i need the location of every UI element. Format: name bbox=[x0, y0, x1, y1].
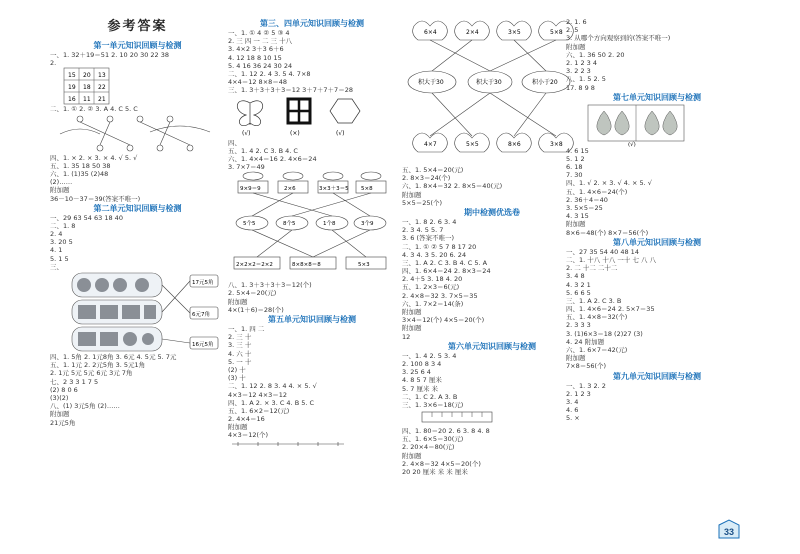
answer-line: (2) 十 bbox=[228, 365, 246, 374]
cloud-label: 8个5 bbox=[283, 221, 296, 228]
answer-line: 3. 4×2 3＋3 6＋6 bbox=[228, 45, 284, 54]
answer-line: (2)…… bbox=[50, 178, 73, 187]
answer-line: 4×4＝12 8×8＝48 bbox=[228, 78, 288, 87]
answer-line: 2. 3 4. 5 5. 7 bbox=[402, 226, 444, 235]
grid-cell: 20 bbox=[83, 72, 91, 80]
check-mark: (×) bbox=[290, 129, 300, 137]
multiplication-matching-diagram bbox=[228, 171, 393, 281]
grid-cell: 16 bbox=[68, 96, 76, 104]
appendix-label: 附加题 bbox=[228, 297, 248, 306]
answer-line: 3. 2 2 3 bbox=[566, 67, 591, 76]
grid-cell: 11 bbox=[83, 96, 91, 104]
answer-line: 36－10－37＝39(答案不唯一) bbox=[50, 194, 141, 203]
answer-line: 5×5＝25(个) bbox=[402, 198, 443, 207]
section-title-unit-9: 第九单元知识回顾与检测 bbox=[613, 371, 701, 381]
answer-line: 4. 6 bbox=[566, 406, 579, 415]
answer-line: 3. 6 (答案不唯一) bbox=[402, 234, 455, 243]
section-title-unit-6: 第六单元知识回顾与检测 bbox=[448, 341, 536, 351]
answer-line: 二、1. ① 2. ② 3. A 4. C 5. C bbox=[50, 105, 138, 114]
answer-line: 三、1. 3×6＝18(元) bbox=[402, 400, 464, 409]
answer-line: 4. 1 bbox=[50, 246, 63, 255]
expression: 3×5 bbox=[508, 29, 521, 36]
answer-line: 2. 三 四 一 二 三 十八 bbox=[228, 37, 293, 46]
answer-line: 五、1. 6×2＝12(元) bbox=[228, 406, 290, 415]
answer-line: 三、1. 3＋3＋3＋3＝12 3＋7＋7＋7＝28 bbox=[228, 86, 353, 95]
appendix-label: 附加题 bbox=[402, 451, 422, 460]
answer-line: 八、(1) 3元5角 (2)…… bbox=[50, 402, 120, 411]
answer-line: 3×4＝12(个) 4×5＝20(个) bbox=[402, 316, 485, 325]
answer-line: 三、 bbox=[50, 262, 63, 271]
answer-line: 二、1. 8 bbox=[50, 221, 76, 230]
answer-line: 2. 5×4＝20(元) bbox=[228, 289, 277, 298]
answer-line: 三、1. A 2. C 3. B bbox=[566, 296, 622, 305]
answer-line: 3. 4 bbox=[566, 397, 579, 406]
column-2 bbox=[228, 18, 396, 454]
answer-line: 4. 3 2 1 bbox=[566, 280, 591, 289]
section-title-unit-2: 第二单元知识回顾与检测 bbox=[93, 203, 182, 213]
answer-line: 一、1. 4 2. 5 3. 4 bbox=[402, 351, 457, 360]
answer-line: 5. 7 厘米 米 bbox=[402, 384, 439, 393]
answer-line: 2. 4×8＝32 4×5＝20(个) bbox=[402, 459, 481, 468]
appendix-label: 附加题 bbox=[50, 410, 70, 419]
appendix-label: 附加题 bbox=[228, 423, 248, 432]
page-number-badge bbox=[716, 519, 742, 541]
answer-line: 2. 二 十二 二十二 bbox=[566, 264, 618, 273]
answer-line: 2. 8×3＝24(个) bbox=[402, 174, 451, 183]
answer-line: 八、1. 3＋3＋3＋3＝12(个) bbox=[228, 281, 312, 290]
answer-line: 四、1. 6×4＝24 2. 8×3＝24 bbox=[402, 267, 491, 276]
grid-cell: 22 bbox=[98, 84, 106, 92]
answer-line: 2. 20×4＝80(元) bbox=[402, 443, 455, 452]
expression: 2×2×2＝2×2 bbox=[236, 262, 273, 269]
appendix-label: 附加题 bbox=[402, 324, 422, 333]
answer-line: 5. 1 5 bbox=[50, 254, 69, 263]
expression: 5×3 bbox=[358, 262, 370, 269]
appendix-label: 附加题 bbox=[566, 220, 586, 229]
section-title-unit-8: 第八单元知识回顾与检测 bbox=[613, 237, 701, 247]
answer-line: 3. 从哪个方向观察到的(答案不唯一) bbox=[566, 34, 671, 43]
answer-line: 一、29 63 54 63 18 40 bbox=[50, 213, 123, 222]
expression: 5×8 bbox=[550, 29, 563, 36]
answer-line: 2. 1. 6 bbox=[566, 18, 587, 26]
answer-line: 三、1. A 2. C 3. B 4. C 5. A bbox=[402, 258, 488, 267]
answer-line: 五、1. 4 2. C 3. B 4. C bbox=[228, 146, 298, 155]
money-label: 16元5角 bbox=[192, 342, 214, 348]
answer-line: 四、1. 5角 2. 1元8角 3. 6元 4. 5元 5. 7元 bbox=[50, 353, 177, 361]
section-title-unit-1: 第一单元知识回顾与检测 bbox=[93, 41, 182, 50]
grid-cell: 21 bbox=[98, 96, 106, 104]
grid-cell: 18 bbox=[83, 84, 91, 92]
answer-line: 2. 36＋4＝40 bbox=[566, 195, 608, 204]
answer-line: 五、1. 1元 2. 2元5角 3. 5元1角 bbox=[50, 361, 146, 370]
answer-line: 4×(1＋6)＝28(个) bbox=[228, 305, 284, 314]
answer-line: 2. bbox=[50, 59, 57, 68]
expression: 8×8×8＝8 bbox=[292, 262, 321, 269]
cloud-label: 3个9 bbox=[361, 221, 374, 228]
column-3 bbox=[402, 18, 582, 476]
ruler-drawing bbox=[402, 409, 522, 427]
product-comparison-diagram bbox=[402, 18, 577, 166]
answer-line: 一、1. ① 4 ② 5 ③ 4 bbox=[228, 29, 290, 37]
answer-line: 五、1. 35 18 50 38 bbox=[50, 161, 111, 170]
answer-line: 3. 25 6 4 bbox=[402, 368, 431, 377]
answer-line: 2. 1元 5元 5元 6元 3元 7角 bbox=[50, 369, 133, 378]
answer-line: 四、1. 4×6＝24 2. 5×7＝35 bbox=[566, 305, 655, 314]
answer-line: 二、1. ① ② 5 7 8 17 20 bbox=[402, 242, 477, 251]
cloud-label: 1个8 bbox=[323, 221, 336, 228]
answer-line: 3. (1)6×3＝18 (2)27 (3) bbox=[566, 329, 643, 338]
answer-line: 3. 5×5＝25 bbox=[566, 204, 603, 212]
answer-line: 七、2 3 3 1 7 5 bbox=[50, 377, 99, 386]
money-label: 17元5角 bbox=[192, 280, 214, 286]
answer-line: 12 bbox=[402, 332, 411, 341]
appendix-label: 附加题 bbox=[402, 308, 422, 316]
answer-line: 二、1. 12 2. 4 3. 5 4. 7×8 bbox=[228, 69, 311, 78]
answer-line: 五、1. 2×3＝6(元) bbox=[402, 283, 460, 292]
expression: 3×8 bbox=[550, 141, 563, 148]
grid-cell: 15 bbox=[68, 72, 76, 80]
answer-line: (3) 十 bbox=[228, 374, 246, 383]
expression: 9×9＝9 bbox=[240, 186, 261, 193]
column-4 bbox=[566, 18, 748, 423]
answer-line: 五、1. 4×6＝24(个) bbox=[566, 187, 628, 196]
expression: 3×3＋3＝5 bbox=[319, 186, 349, 193]
check-mark: (√) bbox=[628, 141, 636, 147]
answer-line: 六、1. 36 50 2. 20 bbox=[566, 50, 625, 59]
check-mark: (√) bbox=[242, 129, 251, 137]
answer-line: 六、1. 7×2＝14(条) bbox=[402, 299, 464, 308]
answer-line: (2) 8 0 6 bbox=[50, 385, 78, 394]
money-label: 6元7角 bbox=[192, 312, 210, 318]
answer-line: 一、27 35 54 40 48 14 bbox=[566, 247, 639, 256]
answer-line: 2. 三 十 bbox=[228, 333, 252, 342]
answer-line: 四、1. × 2. × 3. × 4. √ 5. √ bbox=[50, 153, 138, 162]
answer-line: 一、1. 32＋19＝51 2. 10 20 30 22 38 bbox=[50, 51, 170, 59]
answer-line: 2. 4×4＝16 bbox=[228, 415, 265, 424]
appendix-label: 附加题 bbox=[402, 190, 422, 199]
section-title-unit-7: 第七单元知识回顾与检测 bbox=[613, 92, 701, 102]
answer-line: 四、 bbox=[228, 138, 241, 147]
answer-line: 2. 4 bbox=[50, 230, 63, 239]
answer-line: 4. 3 4. 3 5. 20 6. 24 bbox=[402, 250, 467, 259]
answer-line: 4. 24 附加题 bbox=[566, 337, 605, 346]
page-title: 参考答案 bbox=[107, 19, 168, 34]
answer-line: 20 20 厘米 米 米 厘米 bbox=[402, 468, 468, 476]
expression: 2×4 bbox=[466, 29, 479, 36]
grid-cell: 13 bbox=[98, 72, 106, 80]
answer-line: 六、1. 6×7＝42(元) bbox=[566, 346, 628, 354]
answer-line: 2. 1 2 3 bbox=[566, 389, 591, 398]
answer-line: 4. 8 5 7 厘米 bbox=[402, 376, 442, 385]
answer-line: 六、1. (1)35 (2)48 bbox=[50, 169, 109, 178]
money-matching-diagram bbox=[50, 271, 220, 353]
answer-line: 7×8＝56(个) bbox=[566, 362, 607, 371]
answer-line: 4×3＝12(个) bbox=[228, 431, 269, 440]
answer-line: 六、1. 8×4＝32 2. 8×5＝40(元) bbox=[402, 182, 503, 191]
answer-line: 8×6＝48(个) 8×7＝56(个) bbox=[566, 228, 649, 237]
section-title-midterm: 期中检测优选卷 bbox=[464, 207, 520, 217]
oval-label: 积大于30 bbox=[418, 79, 444, 86]
expression: 2×6 bbox=[284, 186, 296, 193]
appendix-label: 附加题 bbox=[566, 42, 586, 51]
section-title-unit-3-4: 第三、四单元知识回顾与检测 bbox=[260, 19, 364, 28]
answer-line: 5. 一 十 bbox=[228, 357, 252, 366]
answer-line: 五、1. 4×8＝32(个) bbox=[566, 313, 628, 322]
answer-line: (3)(2) bbox=[50, 393, 69, 402]
answer-line: 2. 3 3 3 bbox=[566, 321, 591, 330]
answer-line: 4. 六 十 bbox=[228, 349, 252, 358]
expression: 5×5 bbox=[466, 141, 479, 148]
appendix-label: 附加题 bbox=[566, 354, 586, 363]
answer-line: 四、1. √ 2. × 3. √ 4. × 5. √ bbox=[566, 179, 652, 188]
cloud-label: 5个5 bbox=[243, 221, 256, 228]
answer-line: 4. 3 15 bbox=[566, 212, 589, 221]
answer-line: 2. 4×8＝32 3. 7×5＝35 bbox=[402, 291, 478, 300]
answer-line: 四、1. A 2. × 3. C 4. B 5. C bbox=[228, 398, 315, 407]
answer-line: 3. 20 5 bbox=[50, 238, 73, 247]
answer-line: 二、1. 12 2. 8 3. 4 4. × 5. √ bbox=[228, 382, 317, 391]
answer-line: 八、1. 5 2. 5 bbox=[566, 75, 606, 84]
answer-line: 21元5角 bbox=[50, 418, 76, 427]
column-1 bbox=[50, 18, 225, 427]
answer-line: 一、1. 3 2. 2 bbox=[566, 381, 606, 390]
answer-line: 4. 6 15 bbox=[566, 146, 589, 155]
number-line bbox=[228, 440, 348, 454]
answer-line: 二、1. 十八 十八 一十 七 八 八 bbox=[566, 255, 657, 264]
answer-line: 7. 30 bbox=[566, 171, 583, 180]
section-title-unit-5: 第五单元知识回顾与检测 bbox=[268, 315, 356, 324]
answer-line: 五、1. 5×4＝20(元) bbox=[402, 166, 464, 174]
answer-line: 五、1. 6×5＝30(元) bbox=[402, 435, 464, 444]
oval-label: 积小于20 bbox=[532, 79, 558, 86]
magic-square-grid bbox=[50, 67, 110, 105]
answer-line: 2. 4＋5 3. 18 4. 20 bbox=[402, 275, 463, 284]
answer-line: 2. 100 8 3 4 bbox=[402, 359, 442, 368]
expression: 5×8 bbox=[361, 186, 373, 193]
symmetry-shapes bbox=[228, 95, 388, 139]
answer-line: 3. 7×7＝49 bbox=[228, 163, 265, 172]
answer-line: 2. 1 2 3 4 bbox=[566, 58, 598, 67]
answer-line: 5. 1 2 bbox=[566, 154, 585, 163]
answer-line: 四、1. 80＝20 2. 6 3. 8 4. 8 bbox=[402, 427, 490, 436]
oval-label: 积大于30 bbox=[476, 79, 502, 86]
answer-line: 2. 5 bbox=[566, 26, 579, 35]
answer-line: 六、1. 4×4＝16 2. 4×6＝24 bbox=[228, 154, 317, 163]
answer-line: 5. 6 6 5 bbox=[566, 288, 591, 297]
answer-line: 4×3＝12 4×3＝12 bbox=[228, 390, 288, 399]
answer-line: 一、1. 四 二 bbox=[228, 325, 265, 333]
check-mark: (√) bbox=[336, 129, 345, 137]
grid-cell: 19 bbox=[68, 84, 76, 92]
answer-line: 5. 4 16 36 24 30 24 bbox=[228, 61, 293, 70]
answer-line: 3. 三 十 bbox=[228, 341, 252, 350]
matching-diagram bbox=[50, 114, 220, 154]
answer-line: 4. 12 18 8 10 15 bbox=[228, 53, 282, 62]
appendix-label: 附加题 bbox=[50, 186, 70, 195]
answer-line: 6. 18 bbox=[566, 163, 583, 172]
expression: 8×6 bbox=[508, 141, 521, 148]
answer-line: 5. × bbox=[566, 414, 580, 423]
answer-line: 一、1. 8 2. 6 3. 4 bbox=[402, 217, 457, 226]
answer-line: 3. 4 8 bbox=[566, 272, 585, 281]
expression: 4×7 bbox=[424, 141, 437, 148]
expression: 6×4 bbox=[424, 29, 437, 36]
pears-picture bbox=[566, 103, 706, 147]
answer-line: 二、1. C 2. A 3. B bbox=[402, 392, 458, 401]
page-number: 33 bbox=[723, 527, 735, 537]
answer-line: 17. 8 9 8 bbox=[566, 83, 595, 92]
